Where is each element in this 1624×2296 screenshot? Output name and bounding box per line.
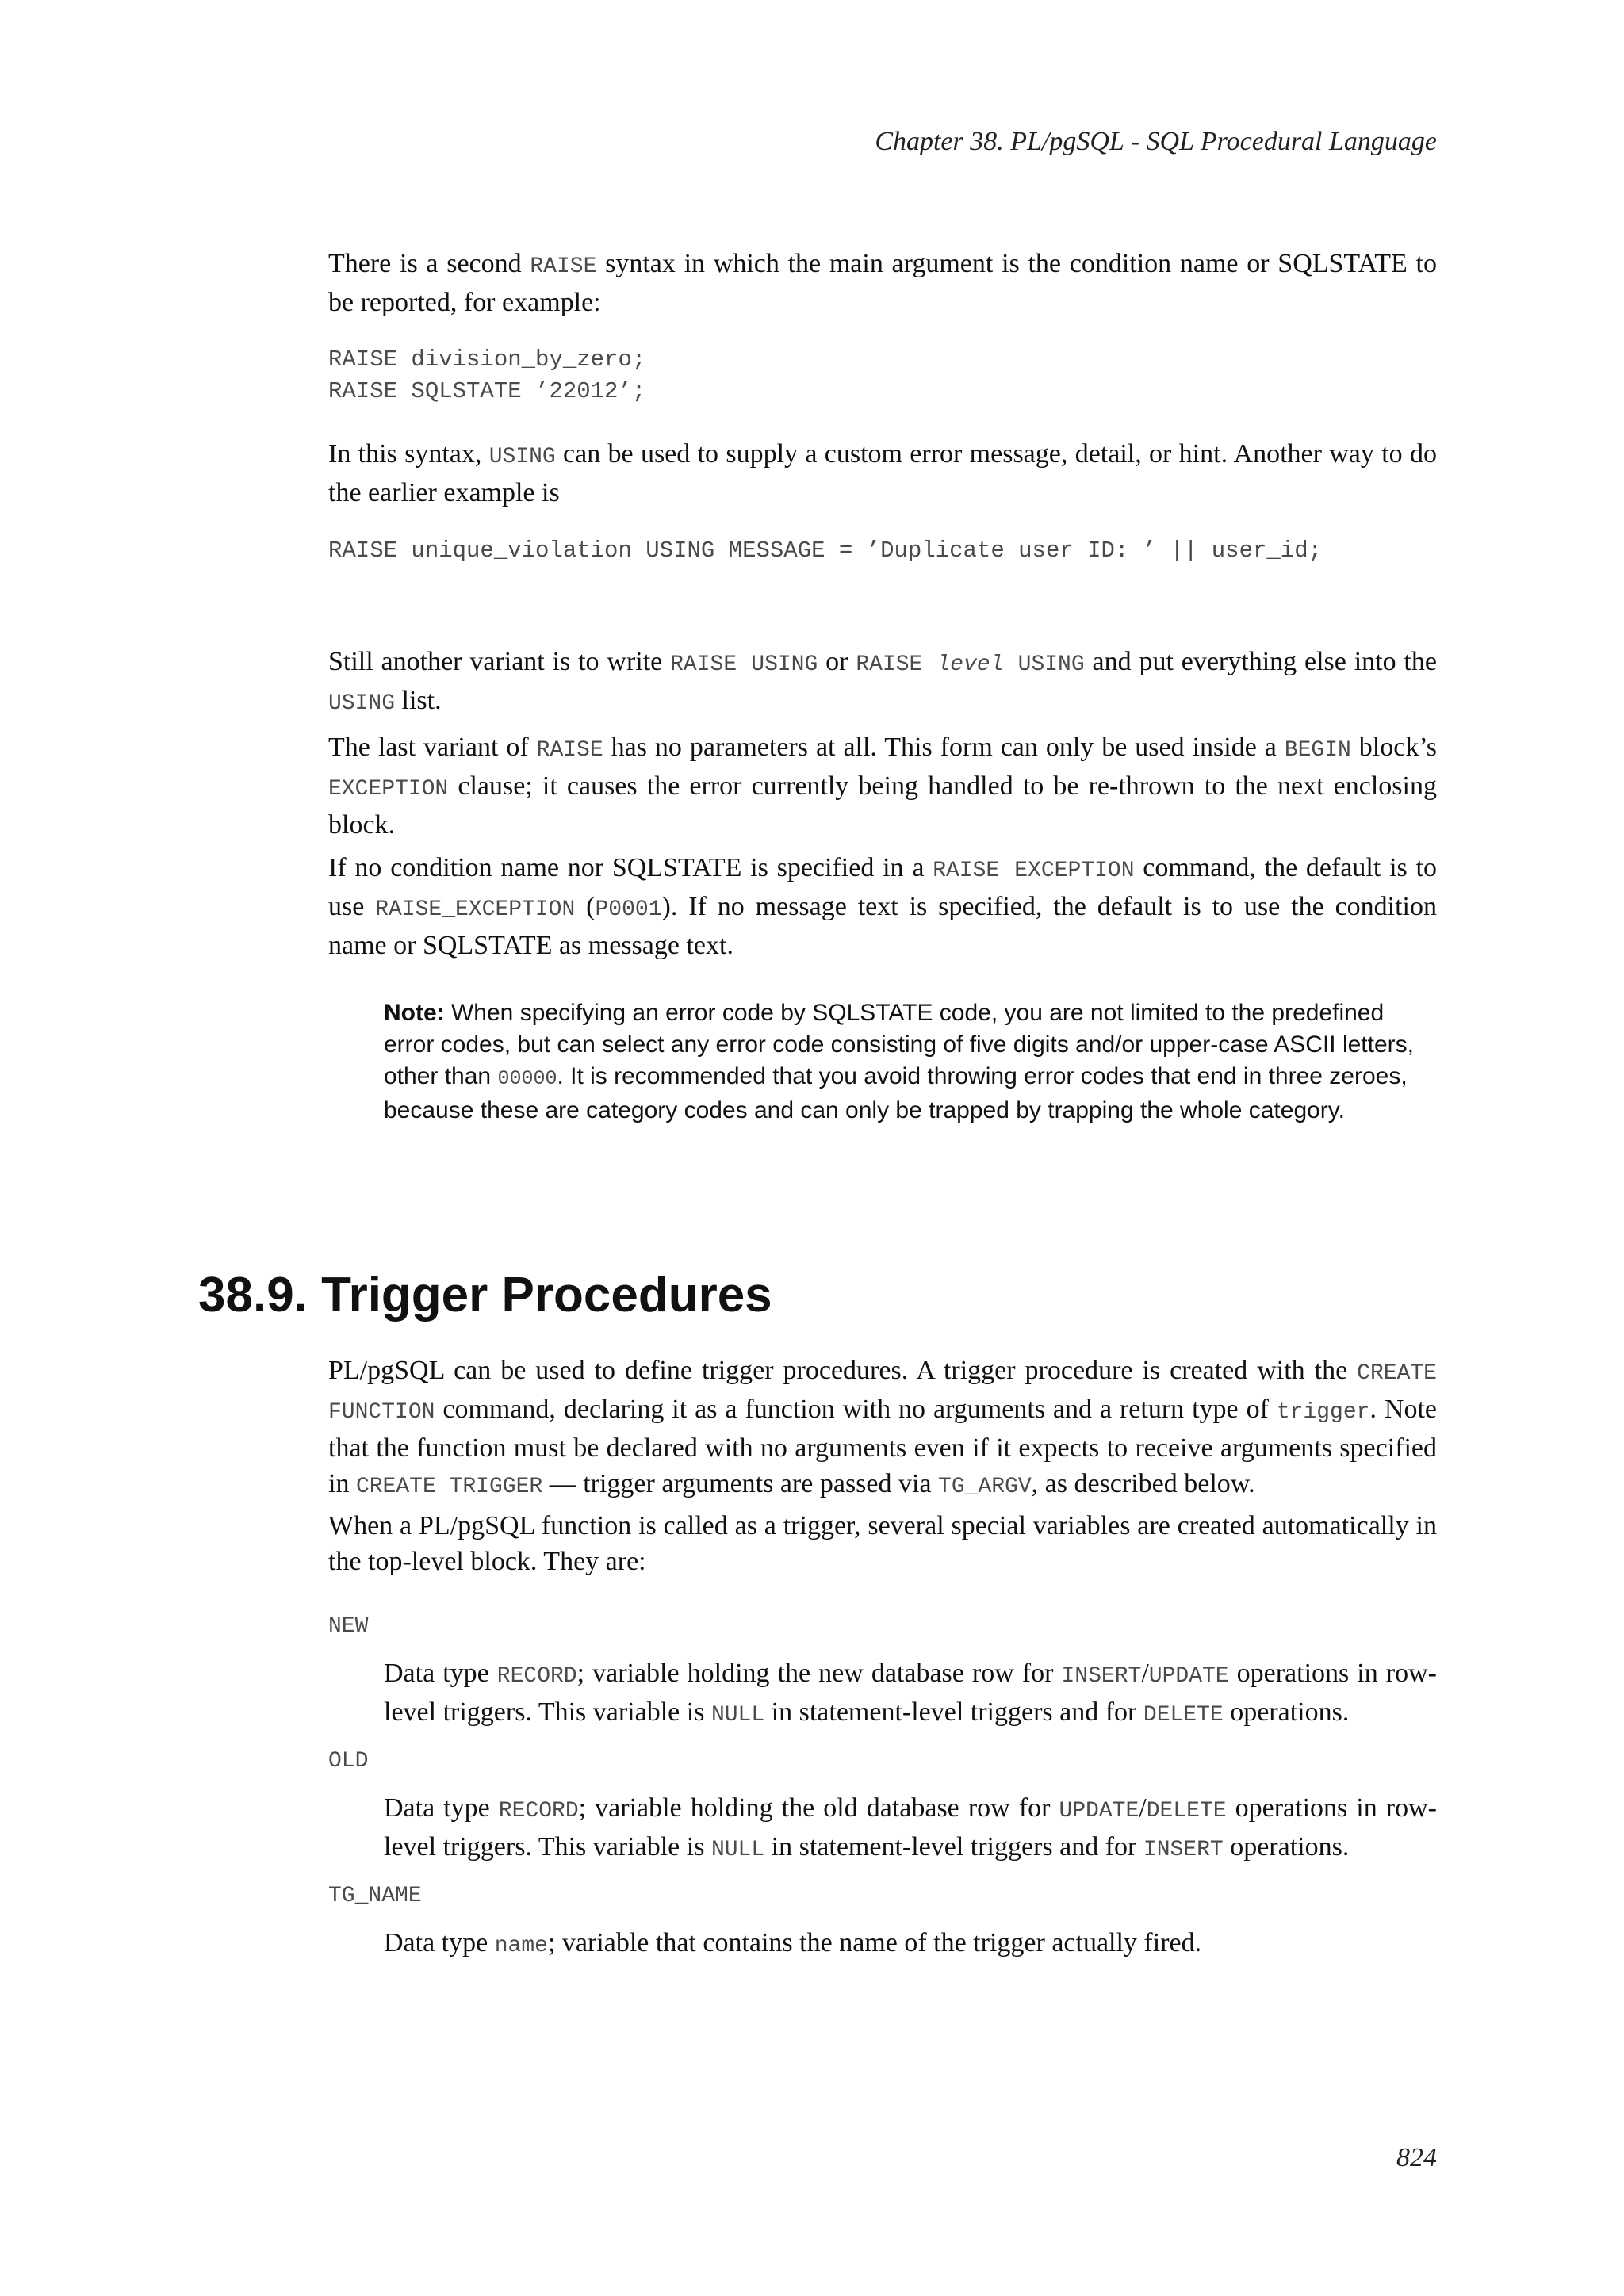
text: If no condition name nor SQLSTATE is specified in a <box>328 853 933 882</box>
variable-term-old: OLD <box>328 1749 369 1774</box>
variable-definition-old <box>384 1790 1437 1868</box>
text: block’s <box>1350 733 1438 762</box>
text: . It is recommended that you avoid throwing error codes that end in three zeroes, because these are category codes and can only be trapped by trapping the whole category. <box>384 1063 1408 1123</box>
text: and put everything else into the <box>1084 647 1437 676</box>
text: Still another variant is to write <box>328 647 671 676</box>
text: In this syntax, <box>328 439 489 469</box>
inline-code: RECORD <box>496 1664 577 1689</box>
inline-code: DELETE <box>1143 1703 1224 1728</box>
text: ( <box>575 892 596 921</box>
text: ). If no message text is specified, the default is to use the condition name or SQLSTATE as message text. <box>328 892 1437 960</box>
variable-definition-new <box>384 1655 1437 1733</box>
inline-code: RAISE EXCEPTION <box>933 859 1135 883</box>
text: clause; it causes the error currently being handled to be re-thrown to the next enclosing block. <box>328 771 1437 840</box>
text: , as described below. <box>1031 1469 1255 1498</box>
code-block: RAISE unique_violation USING MESSAGE = ’Duplicate user ID: ’ || user_id; <box>328 538 1323 564</box>
text: Data type <box>384 1793 499 1823</box>
text: PL/pgSQL can be used to define trigger procedures. A trigger procedure is created with the <box>328 1356 1358 1385</box>
text: operations. <box>1223 1832 1350 1862</box>
inline-code: RECORD <box>498 1799 579 1823</box>
inline-code: P0001 <box>595 897 662 922</box>
inline-code: USING <box>488 445 556 469</box>
paragraph-trigger-procedures <box>328 1353 1437 1505</box>
paragraph-using-syntax <box>328 436 1437 511</box>
text: ; variable holding the new database row for <box>576 1659 1062 1688</box>
code-block: RAISE division_by_zero; RAISE SQLSTATE ’22012’; <box>328 346 646 404</box>
text: ; variable that contains the name of the trigger actually fired. <box>547 1928 1202 1957</box>
inline-code: NULL <box>710 1703 765 1728</box>
text: . Note that the function must be declared with no arguments even if it expects to receive arguments specified in <box>328 1395 1437 1498</box>
note-label: Note: <box>384 1000 445 1026</box>
code-part: USING <box>1003 652 1085 677</box>
text: The last variant of <box>328 733 537 762</box>
paragraph-raise-no-params <box>328 729 1437 843</box>
text: operations in row-level triggers. This variable is <box>384 1793 1437 1862</box>
inline-code: RAISE <box>536 738 603 763</box>
paragraph-raise-syntax <box>328 246 1437 320</box>
code-block-raise-examples <box>328 344 1437 408</box>
inline-code: RAISE <box>530 254 597 279</box>
text: ; variable holding the old database row for <box>578 1793 1059 1823</box>
inline-code: UPDATE <box>1059 1799 1139 1823</box>
text: command, the default is to use <box>328 853 1437 921</box>
paragraph-raise-using <box>328 644 1437 721</box>
inline-code: USING <box>328 691 396 716</box>
text: or <box>818 647 856 676</box>
code-part: RAISE <box>856 652 937 677</box>
inline-code: UPDATE <box>1148 1664 1229 1689</box>
text: syntax in which the main argument is the condition name or SQLSTATE to be reported, for example: <box>328 249 1437 317</box>
code-italic: level <box>936 652 1004 677</box>
inline-code: 00000 <box>497 1067 557 1090</box>
text: / <box>1139 1793 1147 1823</box>
paragraph-special-variables <box>328 1508 1437 1579</box>
inline-code: name <box>494 1934 548 1958</box>
inline-code: TG_ARGV <box>938 1475 1032 1499</box>
inline-code: trigger <box>1276 1400 1370 1425</box>
code-block-unique-violation <box>328 535 1437 567</box>
inline-code: EXCEPTION <box>328 777 449 802</box>
variable-definition-tg-name <box>384 1925 1437 1964</box>
variable-term-new: NEW <box>328 1614 369 1639</box>
text: Data type <box>384 1928 495 1957</box>
inline-code: RAISE_EXCEPTION <box>375 897 576 922</box>
text: in statement-level triggers and for <box>764 1832 1143 1862</box>
text: / <box>1141 1659 1149 1688</box>
text: in statement-level triggers and for <box>764 1697 1143 1727</box>
section-title: 38.9. Trigger Procedures <box>198 1268 772 1322</box>
page-number: 824 <box>1396 2143 1437 2172</box>
text: Data type <box>384 1659 497 1688</box>
inline-code: INSERT <box>1061 1664 1142 1689</box>
note-sqlstate <box>384 997 1437 1127</box>
inline-code <box>856 652 1084 677</box>
text: There is a second <box>328 249 530 278</box>
text: — trigger arguments are passed via <box>542 1469 939 1498</box>
paragraph-default-exception <box>328 850 1437 963</box>
text: can be used to supply a custom error message, detail, or hint. Another way to do the earlier example is <box>328 439 1437 507</box>
inline-code: RAISE USING <box>670 652 818 677</box>
inline-code: INSERT <box>1143 1838 1224 1862</box>
text: list. <box>395 686 442 715</box>
text: has no parameters at all. This form can only be used inside a <box>603 733 1285 762</box>
inline-code: CREATE FUNCTION <box>328 1361 1437 1425</box>
text: operations. <box>1223 1697 1350 1727</box>
text: When a PL/pgSQL function is called as a trigger, several special variables are created automatically in the top-level block. They are: <box>328 1511 1437 1576</box>
inline-code: BEGIN <box>1284 738 1351 763</box>
running-header: Chapter 38. PL/pgSQL - SQL Procedural Language <box>875 127 1437 156</box>
inline-code: DELETE <box>1146 1799 1227 1823</box>
inline-code: NULL <box>710 1838 765 1862</box>
variable-term-tg-name: TG_NAME <box>328 1884 422 1908</box>
inline-code: CREATE TRIGGER <box>355 1475 543 1499</box>
text: When specifying an error code by SQLSTATE code, you are not limited to the predefined error codes, but can select any error code consisting of five digits and/or upper-case ASCII letters, other than <box>384 1000 1414 1089</box>
text: operations in row-level triggers. This variable is <box>384 1659 1437 1727</box>
text: command, declaring it as a function with no arguments and a return type of <box>435 1395 1277 1424</box>
